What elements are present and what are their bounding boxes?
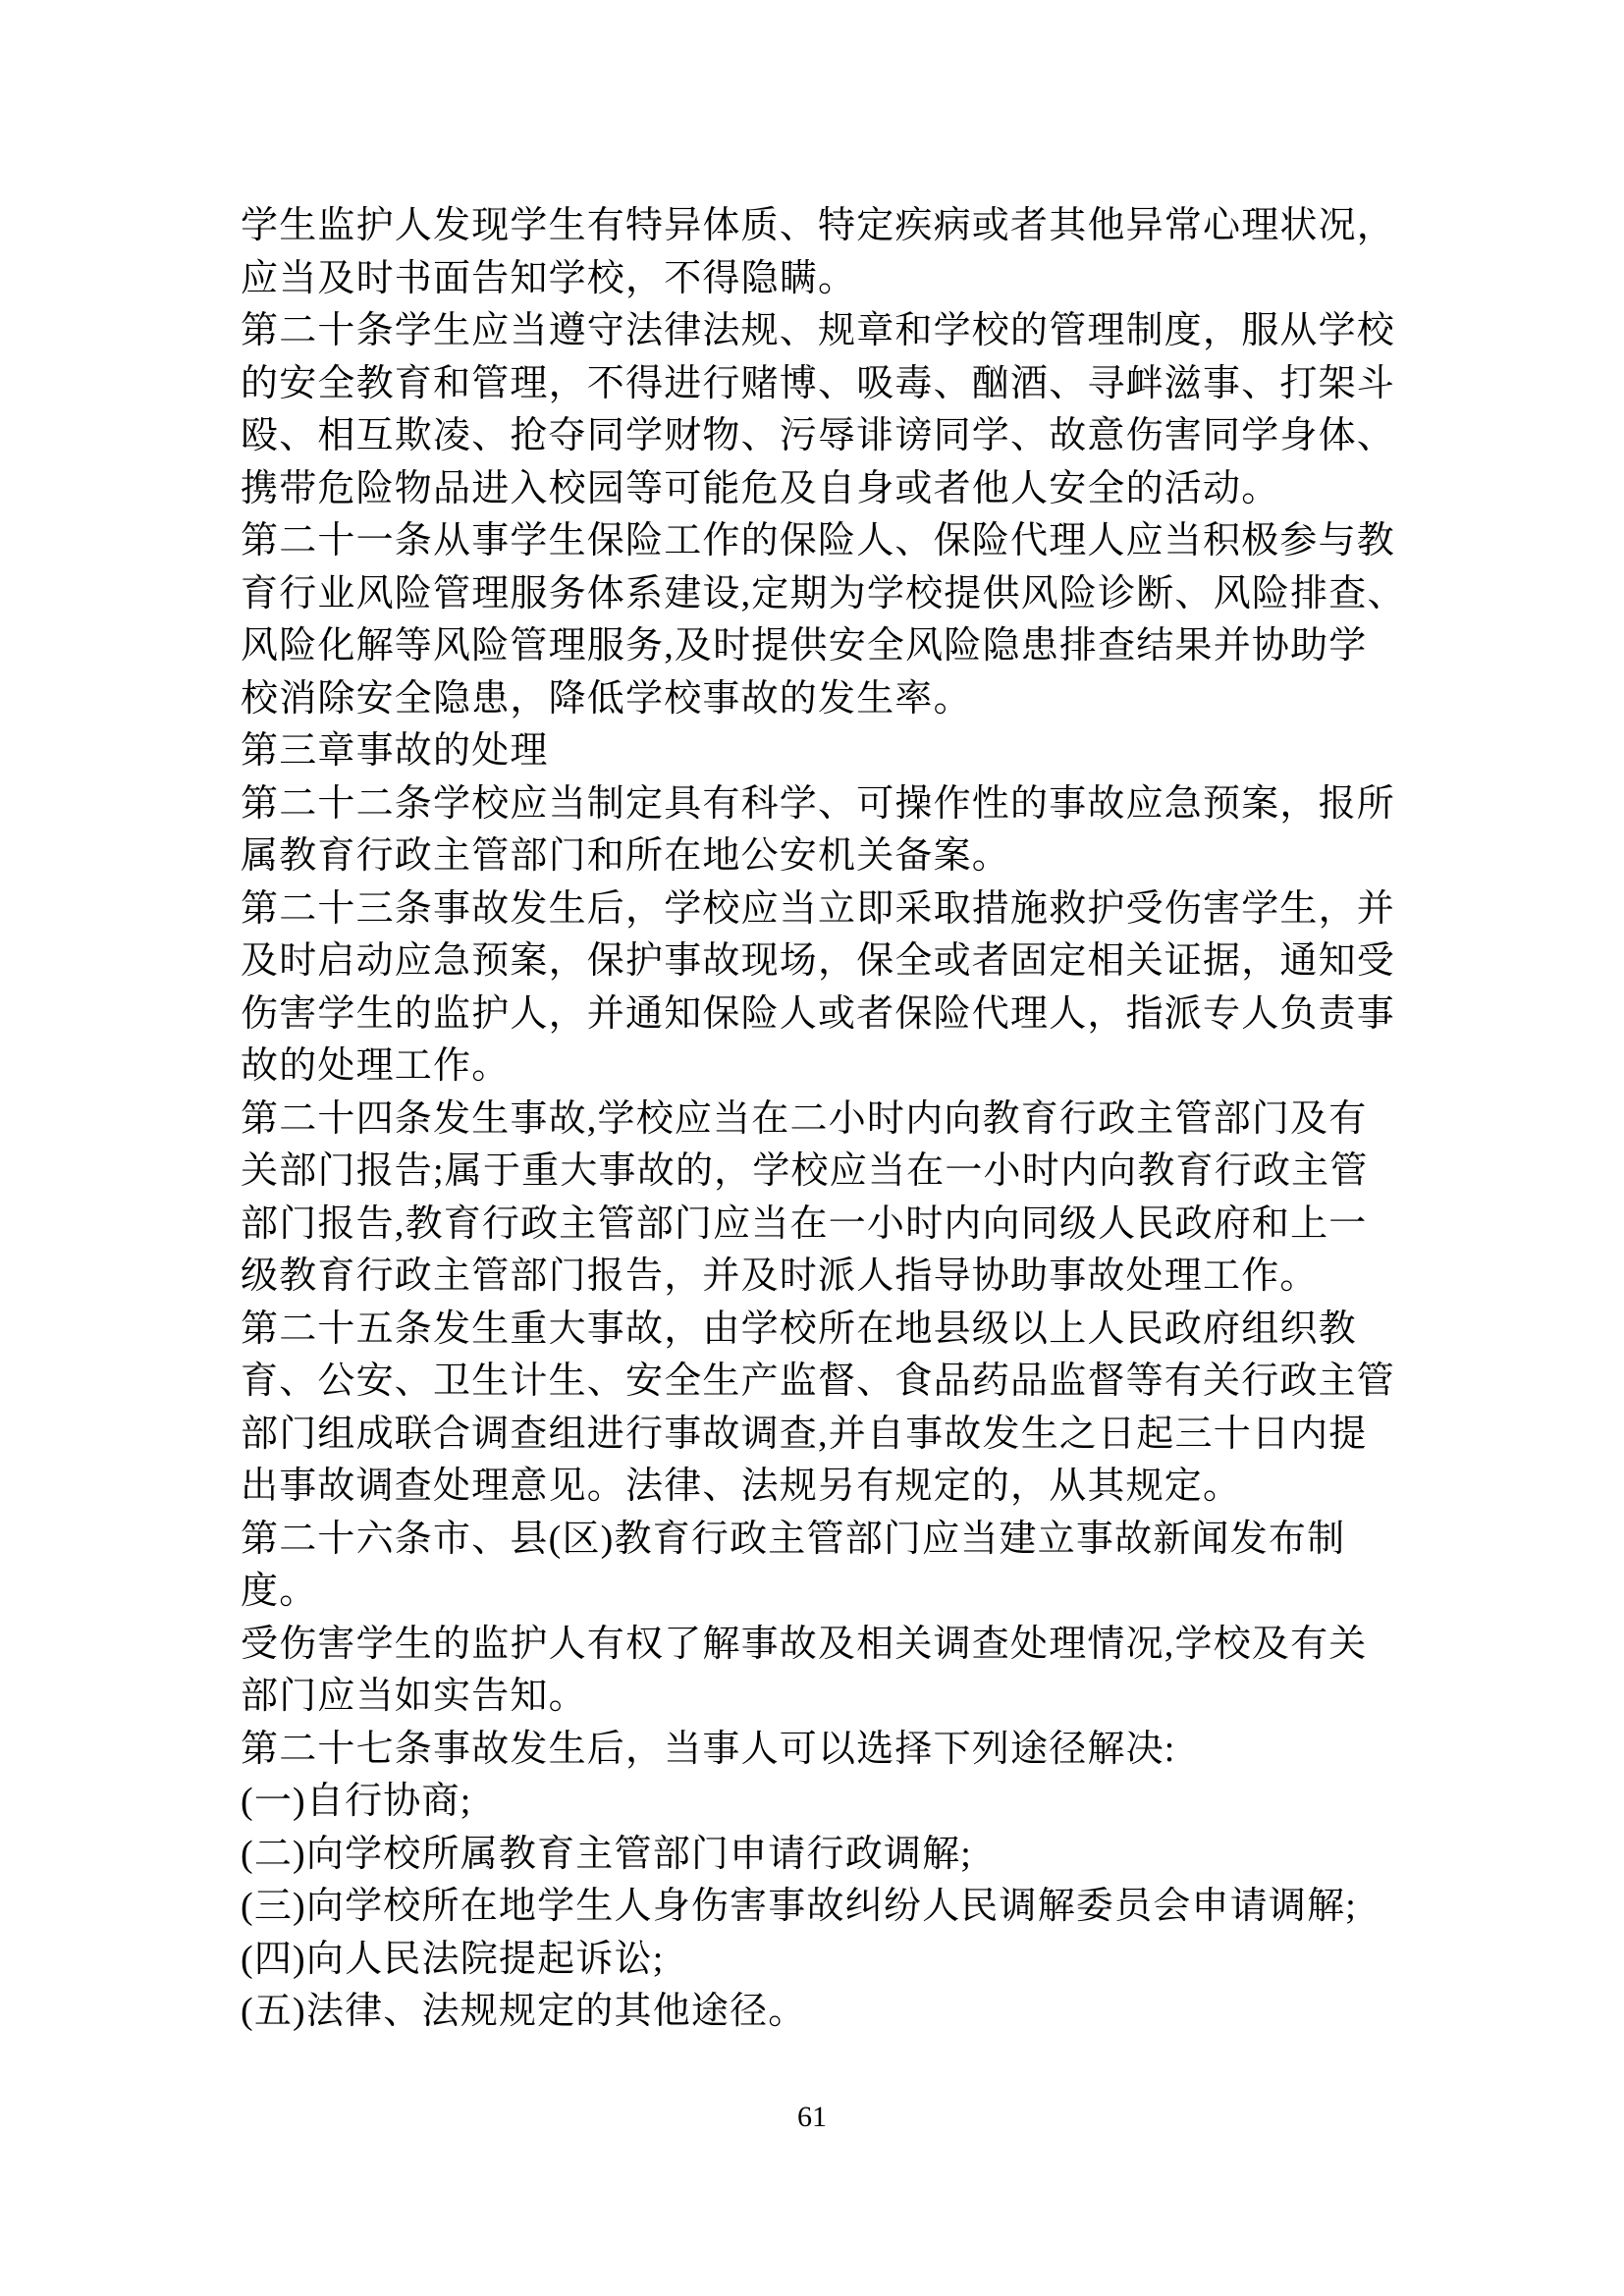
text-line: 伤害学生的监护人，并通知保险人或者保险代理人，指派专人负责事 (241, 992, 1396, 1035)
text-line: 及时启动应急预案，保护事故现场，保全或者固定相关证据，通知受 (241, 940, 1396, 982)
text-line: 第二十三条事故发生后，学校应当立即采取措施救护受伤害学生，并 (241, 887, 1396, 930)
text-line: 故的处理工作。 (241, 1045, 511, 1087)
text-line: 育、公安、卫生计生、安全生产监督、食品药品监督等有关行政主管 (241, 1361, 1396, 1402)
text-line: 第二十七条事故发生后，当事人可以选择下列途径解决: (241, 1728, 1176, 1770)
document-body (241, 200, 1478, 2039)
text-line: 携带危险物品进入校园等可能危及自身或者他人安全的活动。 (241, 467, 1280, 509)
text-line: 风险化解等风险管理服务,及时提供安全风险隐患排查结果并协助学 (241, 625, 1368, 667)
text-line: 学生监护人发现学生有特异体质、特定疾病或者其他异常心理状况， (241, 205, 1396, 246)
text-line: 育行业风险管理服务体系建设,定期为学校提供风险诊断、风险排查、 (241, 572, 1406, 614)
text-line: 部门组成联合调查组进行事故调查,并自事故发生之日起三十日内提 (241, 1413, 1368, 1455)
text-line: 第二十五条发生重大事故，由学校所在地县级以上人民政府组织教 (241, 1308, 1357, 1350)
text-line: 部门应当如实告知。 (241, 1676, 587, 1717)
text-line: 第二十四条发生事故,学校应当在二小时内向教育行政主管部门及有 (241, 1097, 1368, 1140)
text-line: 属教育行政主管部门和所在地公安机关备案。 (241, 835, 1011, 877)
page-number: 61 (797, 2101, 827, 2133)
text-line: 校消除安全隐患，降低学校事故的发生率。 (241, 677, 972, 720)
text-line: (五)法律、法规规定的其他途径。 (241, 1991, 807, 2032)
text-line: 应当及时书面告知学校，不得隐瞒。 (241, 257, 857, 299)
text-line: 第二十一条从事学生保险工作的保险人、保险代理人应当积极参与教 (241, 520, 1396, 561)
text-line: (三)向学校所在地学生人身伤害事故纠纷人民调解委员会申请调解; (241, 1886, 1358, 1927)
text-line: 级教育行政主管部门报告，并及时派人指导协助事故处理工作。 (241, 1255, 1319, 1297)
text-line: 殴、相互欺凌、抢夺同学财物、污辱诽谤同学、故意伤害同学身体、 (241, 415, 1396, 456)
text-line: 受伤害学生的监护人有权了解事故及相关调查处理情况,学校及有关 (241, 1623, 1368, 1665)
text-line: 第二十二条学校应当制定具有科学、可操作性的事故应急预案，报所 (241, 782, 1396, 825)
text-line: (二)向学校所属教育主管部门申请行政调解; (241, 1833, 973, 1875)
text-line: 第三章事故的处理 (241, 730, 549, 772)
text-line: (一)自行协商; (241, 1781, 472, 1822)
text-line: 关部门报告;属于重大事故的，学校应当在一小时内向教育行政主管 (241, 1150, 1369, 1192)
text-line: (四)向人民法院提起诉讼; (241, 1938, 665, 1980)
text-line: 第二十六条市、县(区)教育行政主管部门应当建立事故新闻发布制 (241, 1518, 1346, 1560)
text-line: 出事故调查处理意见。法律、法规另有规定的，从其规定。 (241, 1466, 1242, 1507)
text-line: 的安全教育和管理，不得进行赌博、吸毒、酗酒、寻衅滋事、打架斗 (241, 362, 1396, 404)
text-line: 部门报告,教育行政主管部门应当在一小时内向同级人民政府和上一 (241, 1202, 1368, 1245)
text-line: 度。 (241, 1571, 318, 1612)
text-line: 第二十条学生应当遵守法律法规、规章和学校的管理制度，服从学校 (241, 310, 1396, 351)
